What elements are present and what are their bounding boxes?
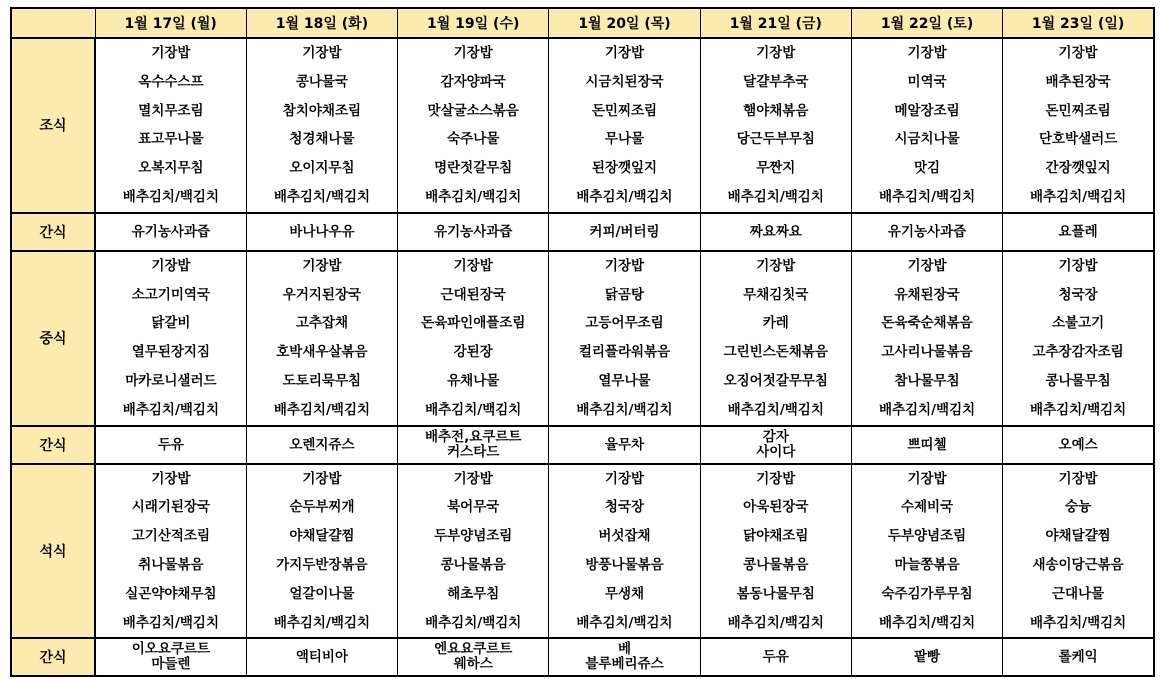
menu-item: 오이지무침 — [289, 160, 355, 177]
menu-item: 무나물 — [604, 131, 645, 148]
menu-item: 두유 — [762, 649, 789, 666]
menu-item: 마늘쫑볶음 — [894, 556, 960, 573]
snack2-cell — [1003, 426, 1154, 464]
menu-item: 베 — [617, 641, 631, 658]
snack3-cell — [700, 638, 851, 676]
menu-item: 유채된장국 — [894, 286, 960, 303]
menu-item: 기장밥 — [453, 257, 493, 274]
menu-item: 무채김칫국 — [743, 286, 809, 303]
menu-item: 유기농사과즙 — [887, 223, 967, 240]
menu-item: 카레 — [762, 315, 789, 332]
day-header: 1월 21일 (금) — [700, 8, 851, 38]
lunch-cell — [851, 251, 1002, 426]
menu-item: 명란젓갈무침 — [434, 160, 513, 177]
menu-item: 당근두부무침 — [736, 131, 815, 148]
menu-item: 기장밥 — [151, 45, 191, 61]
menu-item: 시금치나물 — [894, 131, 960, 148]
menu-item: 돈육파인애플조림 — [421, 315, 526, 332]
breakfast-cell — [1003, 38, 1154, 213]
menu-item: 시래기된장국 — [131, 499, 211, 516]
menu-item: 아욱된장국 — [743, 499, 809, 516]
menu-item: 표고무나물 — [138, 131, 204, 148]
lunch-cell — [700, 251, 851, 426]
menu-item: 기장밥 — [151, 257, 191, 274]
lunch-row — [11, 251, 1154, 426]
menu-item: 콩나물볶음 — [440, 556, 506, 573]
menu-item: 마카로니샐러드 — [125, 372, 217, 389]
snack1-cell — [851, 213, 1002, 251]
menu-item: 이오요쿠르트 — [131, 641, 211, 658]
menu-item: 배추전,요쿠르트 — [424, 428, 522, 445]
snack2-cell — [95, 426, 246, 464]
menu-item: 열무된장지짐 — [131, 344, 211, 361]
menu-item: 옥수수스프 — [138, 73, 204, 90]
menu-item: 근대나물 — [1052, 585, 1105, 602]
menu-item: 달걀부추국 — [743, 73, 809, 90]
menu-item: 기장밥 — [907, 257, 947, 274]
lunch-cell — [549, 251, 700, 426]
menu-item: 배추김치/백김치 — [122, 188, 219, 205]
snack3-cell — [549, 638, 700, 676]
menu-item: 두부양념조림 — [434, 528, 513, 545]
snack3-row — [11, 638, 1154, 676]
menu-item: 마들렌 — [151, 656, 191, 673]
snack3-cell — [851, 638, 1002, 676]
menu-item: 기장밥 — [302, 257, 342, 274]
menu-item: 미역국 — [907, 73, 947, 90]
menu-item: 팥빵 — [914, 649, 941, 666]
day-header: 1월 19일 (수) — [398, 8, 549, 38]
menu-item: 기장밥 — [151, 470, 191, 487]
menu-item: 소불고기 — [1052, 315, 1105, 332]
snack2-row — [11, 426, 1154, 464]
menu-item: 얼갈이나물 — [289, 585, 355, 602]
menu-item: 오예스 — [1058, 436, 1098, 453]
menu-item: 고기산적조림 — [131, 528, 211, 545]
snack1-cell — [1003, 213, 1154, 251]
day-header: 1월 17일 (월) — [95, 8, 246, 38]
menu-item: 기장밥 — [604, 45, 645, 61]
menu-item: 실곤약야채무침 — [125, 585, 217, 602]
menu-item: 단호박샐러드 — [1038, 131, 1118, 148]
menu-item: 참치야채조림 — [282, 102, 362, 119]
dinner-row — [11, 464, 1154, 639]
snack1-cell — [549, 213, 700, 251]
menu-item: 닭야채조림 — [743, 528, 809, 545]
menu-item: 기장밥 — [907, 470, 947, 487]
menu-item: 두부양념조림 — [887, 528, 967, 545]
menu-item: 배추김치/백김치 — [576, 401, 673, 418]
menu-item: 고추잡채 — [295, 315, 348, 332]
menu-item: 배추김치/백김치 — [273, 188, 371, 205]
meal-label-dinner: 석식 — [11, 464, 95, 639]
snack2-cell — [246, 426, 397, 464]
menu-item: 도토리묵무침 — [282, 372, 362, 389]
menu-item: 블루베리쥬스 — [585, 656, 664, 673]
menu-item: 기장밥 — [604, 470, 645, 487]
day-header: 1월 18일 (화) — [246, 8, 397, 38]
dinner-cell — [95, 464, 246, 639]
meal-label-snack1: 간식 — [11, 213, 95, 251]
snack2-cell — [398, 426, 549, 464]
lunch-cell — [1003, 251, 1154, 426]
breakfast-cell — [549, 38, 700, 213]
menu-item: 커피/버터링 — [589, 223, 660, 240]
menu-item: 고사리나물볶음 — [881, 344, 973, 361]
menu-item: 근대된장국 — [440, 286, 506, 303]
menu-item: 기장밥 — [1058, 257, 1098, 274]
snack3-cell — [1003, 638, 1154, 676]
menu-item: 기장밥 — [302, 470, 342, 487]
menu-item: 오복지무침 — [138, 160, 204, 177]
menu-item: 율무차 — [604, 436, 645, 453]
lunch-cell — [398, 251, 549, 426]
menu-item: 요플레 — [1058, 223, 1098, 240]
snack3-cell — [398, 638, 549, 676]
menu-item: 기장밥 — [756, 45, 796, 61]
menu-item: 감자 — [762, 428, 789, 445]
menu-item: 시금치된장국 — [585, 73, 664, 90]
menu-item: 기장밥 — [453, 470, 493, 487]
menu-item: 고등어무조림 — [585, 315, 664, 332]
menu-item: 돈육죽순채볶음 — [881, 315, 973, 332]
menu-item: 배추김치/백김치 — [878, 188, 976, 205]
menu-item: 배추김치/백김치 — [878, 614, 976, 631]
menu-item: 배추김치/백김치 — [273, 614, 371, 631]
menu-item: 배추김치/백김치 — [425, 188, 522, 205]
weekly-menu-table — [10, 7, 1155, 677]
meal-label-snack3: 간식 — [11, 638, 95, 676]
menu-item: 배추김치/백김치 — [727, 401, 824, 418]
day-header: 1월 22일 (토) — [851, 8, 1002, 38]
menu-item: 배추김치/백김치 — [1029, 401, 1127, 418]
menu-item: 메알장조림 — [894, 102, 960, 119]
menu-item: 배추김치/백김치 — [878, 401, 976, 418]
menu-item: 열무나물 — [598, 372, 651, 389]
menu-item: 배추김치/백김치 — [1029, 188, 1127, 205]
dinner-cell — [549, 464, 700, 639]
menu-item: 감자양파국 — [440, 73, 506, 90]
menu-item: 간장깻잎지 — [1045, 160, 1111, 177]
menu-item: 봄동나물무침 — [736, 585, 815, 602]
menu-item: 배추된장국 — [1045, 73, 1111, 90]
menu-item: 두유 — [157, 436, 184, 453]
lunch-cell — [246, 251, 397, 426]
menu-item: 그린빈스돈채볶음 — [723, 344, 828, 361]
menu-item: 해초무침 — [447, 585, 500, 602]
snack2-cell — [700, 426, 851, 464]
menu-item: 롤케익 — [1058, 649, 1098, 666]
menu-item: 오렌지쥬스 — [289, 436, 355, 453]
menu-item: 컬리플라워볶음 — [578, 344, 671, 361]
menu-item: 배추김치/백김치 — [273, 401, 371, 418]
breakfast-cell — [851, 38, 1002, 213]
menu-item: 방풍나물볶음 — [585, 556, 664, 573]
snack1-cell — [95, 213, 246, 251]
menu-item: 유기농사과즙 — [434, 223, 513, 240]
menu-item: 무생채 — [604, 585, 645, 602]
menu-item: 가지두반장볶음 — [276, 556, 368, 573]
menu-item: 북어무국 — [447, 499, 500, 516]
menu-item: 수제비국 — [900, 499, 954, 516]
day-header: 1월 23일 (일) — [1003, 8, 1154, 38]
menu-item: 기장밥 — [453, 45, 493, 61]
dinner-cell — [398, 464, 549, 639]
snack2-cell — [851, 426, 1002, 464]
menu-item: 기장밥 — [302, 45, 342, 61]
menu-item: 고추장감자조림 — [1032, 344, 1124, 361]
header-row — [11, 8, 1154, 38]
menu-item: 기장밥 — [756, 257, 796, 274]
menu-item: 오징어젓갈무무침 — [723, 372, 828, 389]
menu-item: 콩나물국 — [295, 73, 348, 90]
menu-item: 웨하스 — [453, 656, 493, 673]
menu-item: 배추김치/백김치 — [122, 401, 219, 418]
menu-item: 야채달걀찜 — [289, 528, 355, 545]
snack3-cell — [246, 638, 397, 676]
menu-item: 콩나물무침 — [1045, 372, 1111, 389]
menu-item: 유기농사과즙 — [131, 223, 211, 240]
corner-cell — [11, 8, 95, 38]
menu-item: 배추김치/백김치 — [576, 188, 673, 205]
snack1-row — [11, 213, 1154, 251]
meal-label-lunch: 중식 — [11, 251, 95, 426]
menu-item: 짜요짜요 — [749, 223, 802, 240]
menu-item: 된장깻잎지 — [591, 160, 658, 177]
menu-item: 돈민찌조림 — [1045, 102, 1111, 119]
menu-item: 새송이당근볶음 — [1032, 556, 1124, 573]
menu-item: 닭갈비 — [151, 315, 191, 332]
menu-item: 야채달걀찜 — [1045, 528, 1111, 545]
menu-item: 숙주나물 — [447, 131, 500, 148]
dinner-cell — [700, 464, 851, 639]
menu-item: 호박새우살볶음 — [276, 344, 368, 361]
menu-item: 닭곰탕 — [604, 286, 645, 303]
menu-item: 무짠지 — [756, 160, 796, 177]
menu-item: 기장밥 — [907, 45, 947, 61]
menu-item: 기장밥 — [604, 257, 645, 274]
menu-item: 배추김치/백김치 — [122, 614, 219, 631]
menu-item: 배추김치/백김치 — [1029, 614, 1127, 631]
menu-item: 햄야채볶음 — [743, 102, 809, 119]
menu-item: 배추김치/백김치 — [576, 614, 673, 631]
menu-item: 돈민찌조림 — [591, 102, 658, 119]
breakfast-cell — [95, 38, 246, 213]
menu-item: 멸치무조림 — [138, 102, 204, 119]
menu-item: 청국장 — [1058, 286, 1098, 303]
menu-item: 맛김 — [914, 160, 941, 177]
menu-item: 배추김치/백김치 — [425, 401, 522, 418]
menu-item: 바나나우유 — [289, 223, 355, 240]
snack1-cell — [700, 213, 851, 251]
snack2-cell — [549, 426, 700, 464]
menu-item: 엔요요쿠르트 — [434, 641, 513, 658]
dinner-cell — [1003, 464, 1154, 639]
menu-item: 기장밥 — [1058, 45, 1098, 61]
menu-item: 콩나물볶음 — [743, 556, 809, 573]
menu-item: 유채나물 — [447, 372, 500, 389]
menu-item: 배추김치/백김치 — [425, 614, 522, 631]
menu-item: 액티비아 — [295, 649, 348, 666]
menu-item: 순두부찌개 — [289, 499, 355, 516]
meal-label-breakfast: 조식 — [11, 38, 95, 213]
menu-item: 취나물볶음 — [138, 556, 204, 573]
menu-item: 쁘띠첼 — [907, 436, 947, 453]
menu-item: 기장밥 — [756, 470, 796, 487]
menu-item: 강된장 — [453, 344, 493, 361]
breakfast-row — [11, 38, 1154, 213]
menu-item: 커스타드 — [447, 443, 500, 460]
day-header: 1월 20일 (목) — [549, 8, 700, 38]
menu-item: 사이다 — [756, 443, 796, 460]
meal-label-snack2: 간식 — [11, 426, 95, 464]
snack1-cell — [398, 213, 549, 251]
snack3-cell — [95, 638, 246, 676]
menu-item: 숙주김가루무침 — [881, 585, 973, 602]
breakfast-cell — [700, 38, 851, 213]
menu-item: 참나물무침 — [894, 372, 960, 389]
menu-item: 숭늉 — [1065, 499, 1092, 516]
menu-item: 맛살굴소스볶음 — [427, 102, 519, 119]
menu-item: 소고기미역국 — [131, 286, 211, 303]
lunch-cell — [95, 251, 246, 426]
dinner-cell — [851, 464, 1002, 639]
menu-item: 청국장 — [604, 499, 645, 516]
menu-item: 배추김치/백김치 — [727, 188, 824, 205]
dinner-cell — [246, 464, 397, 639]
menu-item: 청경채나물 — [289, 131, 355, 148]
menu-item: 기장밥 — [1058, 470, 1098, 487]
menu-item: 우거지된장국 — [282, 286, 362, 303]
breakfast-cell — [398, 38, 549, 213]
menu-item: 버섯잡채 — [598, 528, 651, 545]
snack1-cell — [246, 213, 397, 251]
breakfast-cell — [246, 38, 397, 213]
menu-item: 배추김치/백김치 — [727, 614, 824, 631]
